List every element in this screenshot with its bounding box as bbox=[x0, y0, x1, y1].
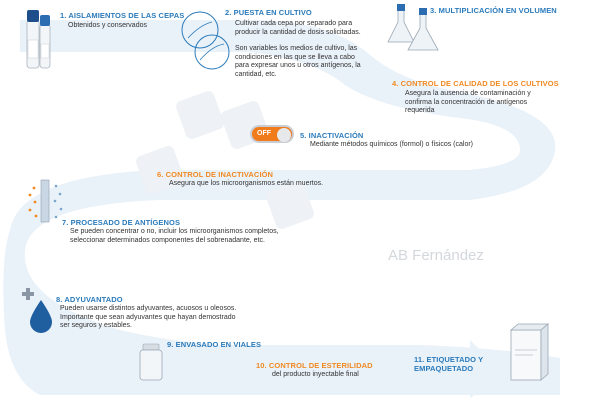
step-7-desc: Se pueden concentrar o no, incluir los microorganismos completos, seleccionar determinados componentes del sobrenadante, etc. bbox=[70, 228, 279, 244]
logo-watermark bbox=[134, 89, 315, 230]
step-9-title: 9. ENVASADO EN VIALES bbox=[167, 340, 262, 349]
step-11-title-line-2: EMPAQUETADO bbox=[414, 364, 474, 373]
watermark-text: AB Fernández bbox=[388, 247, 484, 264]
step-2-title: 2. PUESTA EN CULTIVO bbox=[225, 8, 312, 17]
step-10-title: 10. CONTROL DE ESTERILIDAD bbox=[256, 361, 373, 370]
inactivation-toggle bbox=[250, 125, 294, 143]
step-11-title-line-1: 11. ETIQUETADO Y bbox=[414, 355, 484, 364]
step-1-title: 1. AISLAMIENTOS DE LAS CEPAS bbox=[60, 11, 185, 20]
toggle-knob bbox=[277, 128, 291, 142]
vial-icon bbox=[140, 344, 162, 380]
step-5-desc: Mediante métodos químicos (formol) o físicos (calor) bbox=[310, 141, 473, 148]
step-4 bbox=[392, 79, 592, 116]
step-6 bbox=[157, 170, 323, 189]
step-3 bbox=[430, 6, 557, 15]
step-5-title: 5. INACTIVACIÓN bbox=[300, 131, 364, 140]
step-10 bbox=[256, 361, 373, 380]
step-8-desc: Pueden usarse distintos adyuvantes, acuosos u oleosos. Importante que sean adyuvantes que hayan demostrado ser seguros y estables. bbox=[60, 305, 237, 329]
step-8 bbox=[56, 295, 316, 331]
step-2 bbox=[225, 8, 395, 79]
step-6-title: 6. CONTROL DE INACTIVACIÓN bbox=[157, 170, 274, 179]
step-4-title: 4. CONTROL DE CALIDAD DE LOS CULTIVOS bbox=[392, 79, 559, 88]
step-10-desc: del producto inyectable final bbox=[272, 371, 359, 378]
toggle-label: OFF bbox=[257, 130, 271, 137]
step-4-desc: Asegura la ausencia de contaminación y confirma la concentración de antígenos requerida bbox=[405, 90, 531, 114]
step-7 bbox=[62, 218, 362, 245]
step-7-title: 7. PROCESADO DE ANTÍGENOS bbox=[62, 218, 181, 227]
step-8-title: 8. ADYUVANTADO bbox=[56, 295, 123, 304]
step-2-desc: Cultivar cada cepa por separado para producir la cantidad de dosis solicitadas. Son variables los medios de cultivo, las condiciones en las que se lleva a cabo para expresar unos u otros antígenos, la cantidad, etc. bbox=[235, 20, 361, 78]
step-1-desc: Obtenidos y conservados bbox=[68, 22, 147, 29]
step-1 bbox=[60, 11, 184, 31]
step-9 bbox=[167, 340, 261, 349]
step-11 bbox=[414, 355, 483, 373]
test-tubes-icon bbox=[27, 10, 50, 68]
box-icon bbox=[511, 324, 548, 380]
step-3-title: 3. MULTIPLICACIÓN EN VOLUMEN bbox=[430, 6, 557, 15]
step-5 bbox=[300, 131, 473, 150]
step-6-desc: Asegura que los microorganismos están muertos. bbox=[169, 180, 324, 187]
